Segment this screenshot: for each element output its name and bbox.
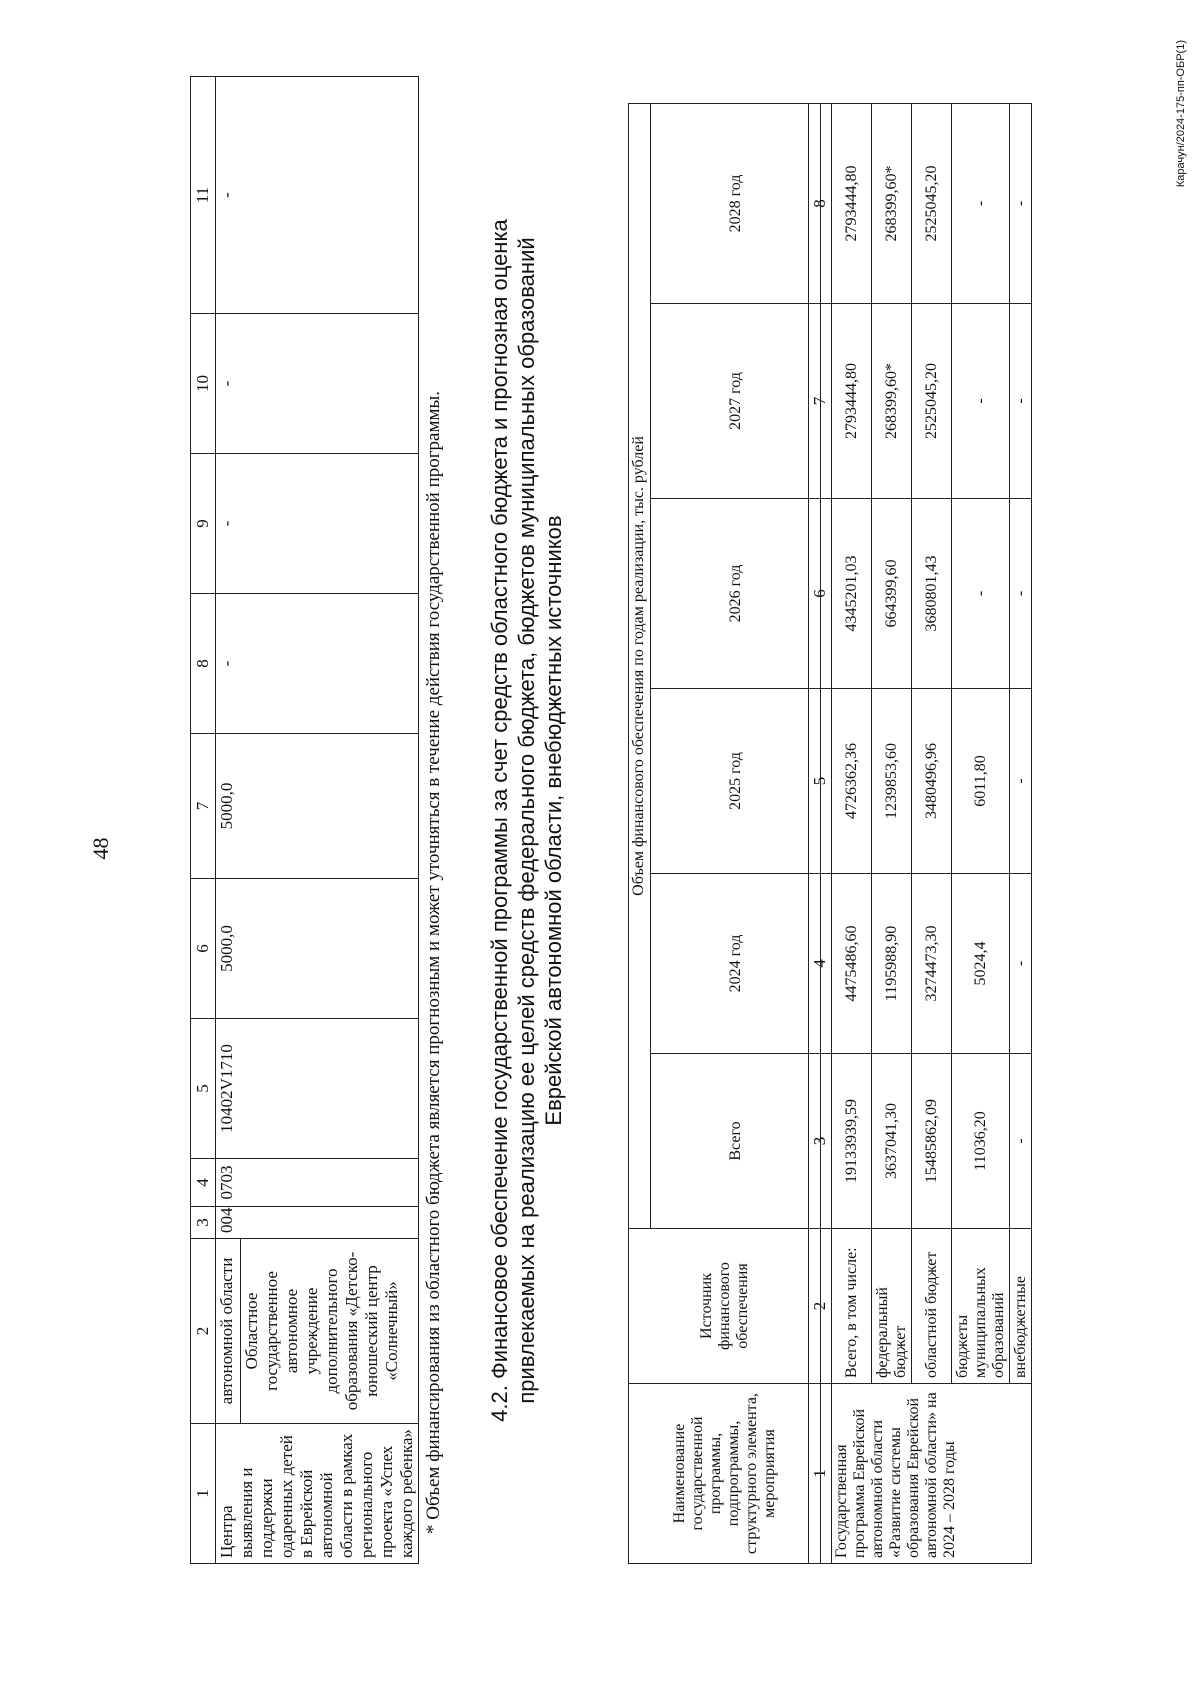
program-name: Государственная программа Еврейской автономной области «Развитие системы образования Еврейской автономной области» на 2024 – 2028 годы (832, 1384, 1032, 1564)
grbs-code: 004 (216, 1207, 419, 1239)
financing-header-table (628, 103, 821, 1564)
col-num: 8 (191, 594, 216, 734)
value-col11: - (216, 77, 419, 314)
activity-table (190, 76, 419, 1564)
value-cell: - (1010, 104, 1032, 304)
col-num: 5 (191, 1019, 216, 1159)
value-cell: 15485862,09 (912, 1054, 952, 1229)
column-number-row (809, 104, 832, 1564)
executor-name: Областное государственное автономное учреждение дополнительного образования «Детско-юношеский центр «Солнечный» (241, 1239, 419, 1424)
section-title-line: 4.2. Финансовое обеспечение государственной программы за счет средств областного бюджета и прогнозная оценка (487, 219, 512, 1422)
executor-continuation: автономной области (216, 1239, 241, 1424)
value-cell: 5024,4 (952, 874, 1010, 1054)
value-cell: 4475486,60 (832, 874, 872, 1054)
col-num: 5 (809, 689, 832, 874)
value-cell: 3680801,43 (912, 499, 952, 689)
value-cell: 3637041,30 (872, 1054, 912, 1229)
source-name: Всего, в том числе: (832, 1229, 872, 1384)
value-cell: 6011,80 (952, 689, 1010, 874)
financing-note (418, 77, 449, 1564)
col-num: 3 (191, 1207, 216, 1239)
value-cell: 2525045,20 (912, 304, 952, 499)
value-cell: 664399,60 (872, 499, 912, 689)
col-num: 7 (809, 304, 832, 499)
header-row-1 (629, 103, 651, 1563)
table-row (952, 104, 1010, 1564)
col-num: 4 (191, 1159, 216, 1207)
col-num: 4 (809, 874, 832, 1054)
value-cell: - (1010, 874, 1032, 1054)
table-row (1010, 104, 1032, 1564)
col-num: 6 (191, 879, 216, 1019)
source-name: федеральный бюджет (872, 1229, 912, 1384)
value-2026: - (216, 594, 419, 734)
value-cell: 2793444,80 (832, 304, 872, 499)
value-cell: 11036,20 (952, 1054, 1010, 1229)
col-num: 7 (191, 734, 216, 879)
header-total: Всего (651, 1054, 821, 1229)
table-row (912, 104, 952, 1564)
col-num: 11 (191, 77, 216, 314)
header-group: Объем финансового обеспечения по годам реализации, тыс. рублей (629, 103, 651, 1228)
header-year: 2025 год (651, 689, 821, 874)
source-name: областной бюджет (912, 1229, 952, 1384)
header-year: 2027 год (651, 304, 821, 499)
value-cell: 1239853,60 (872, 689, 912, 874)
value-cell: 4726362,36 (832, 689, 872, 874)
col-num: 1 (191, 1424, 216, 1564)
document-footer: Карачун/2024-175-пп-ОБР(1) (1175, 40, 1187, 188)
value-cell: - (1010, 1054, 1032, 1229)
section-title (486, 77, 567, 1564)
value-cell: 19133939,59 (832, 1054, 872, 1229)
value-2028: - (216, 314, 419, 454)
section-title-line: привлекаемых на реализацию ее целей средств федерального бюджета, бюджетов муниципальных образований (514, 237, 539, 1404)
col-num: 2 (191, 1239, 216, 1424)
value-cell: - (1010, 304, 1032, 499)
value-cell: 1195988,90 (872, 874, 912, 1054)
value-cell: - (952, 304, 1010, 499)
value-2027: - (216, 454, 419, 594)
value-cell: 268399,60* (872, 104, 912, 304)
section-code: 0703 (216, 1159, 419, 1207)
note-text: * Объем финансирования из областного бюджета является прогнозным и может уточняться в течение действия государственной программы. (423, 390, 444, 1534)
value-cell: 4345201,03 (832, 499, 872, 689)
value-cell: - (1010, 499, 1032, 689)
col-num: 10 (191, 314, 216, 454)
column-number-row (191, 77, 216, 1564)
col-num: 1 (809, 1384, 832, 1564)
source-name: бюджеты муниципальных образований (952, 1229, 1010, 1384)
col-num: 8 (809, 104, 832, 304)
value-cell: - (952, 499, 1010, 689)
source-name: внебюджетные (1010, 1229, 1032, 1384)
value-cell: 2525045,20 (912, 104, 952, 304)
section-title-line: Еврейской автономной области, внебюджетных источников (541, 515, 566, 1126)
page-number: 48 (88, 837, 113, 860)
header-year: 2028 год (651, 103, 821, 303)
financing-table (808, 103, 1032, 1564)
col-num: 2 (809, 1229, 832, 1384)
header-year: 2026 год (651, 499, 821, 689)
value-cell: 3480496,96 (912, 689, 952, 874)
header-year: 2024 год (651, 874, 821, 1054)
header-name: Наименование государственной программы, подпрограммы, структурного элемента, мероприятия (629, 1384, 821, 1564)
value-cell: 3274473,30 (912, 874, 952, 1054)
table-row (832, 104, 872, 1564)
value-2024: 5000,0 (216, 879, 419, 1019)
target-article: 10402V1710 (216, 1019, 419, 1159)
activity-row (216, 77, 241, 1564)
col-num: 9 (191, 454, 216, 594)
value-cell: 2793444,80 (832, 104, 872, 304)
col-num: 6 (809, 499, 832, 689)
activity-name: Центра выявления и поддержки одаренных детей в Еврейской автономной области в рамках регионального проекта «Успех каждого ребенка» (216, 1424, 419, 1564)
value-2025: 5000,0 (216, 734, 419, 879)
value-cell: - (952, 104, 1010, 304)
header-source: Источник финансового обеспечения (629, 1229, 821, 1384)
col-num: 3 (809, 1054, 832, 1229)
value-cell: - (1010, 689, 1032, 874)
table-row (872, 104, 912, 1564)
value-cell: 268399,60* (872, 304, 912, 499)
